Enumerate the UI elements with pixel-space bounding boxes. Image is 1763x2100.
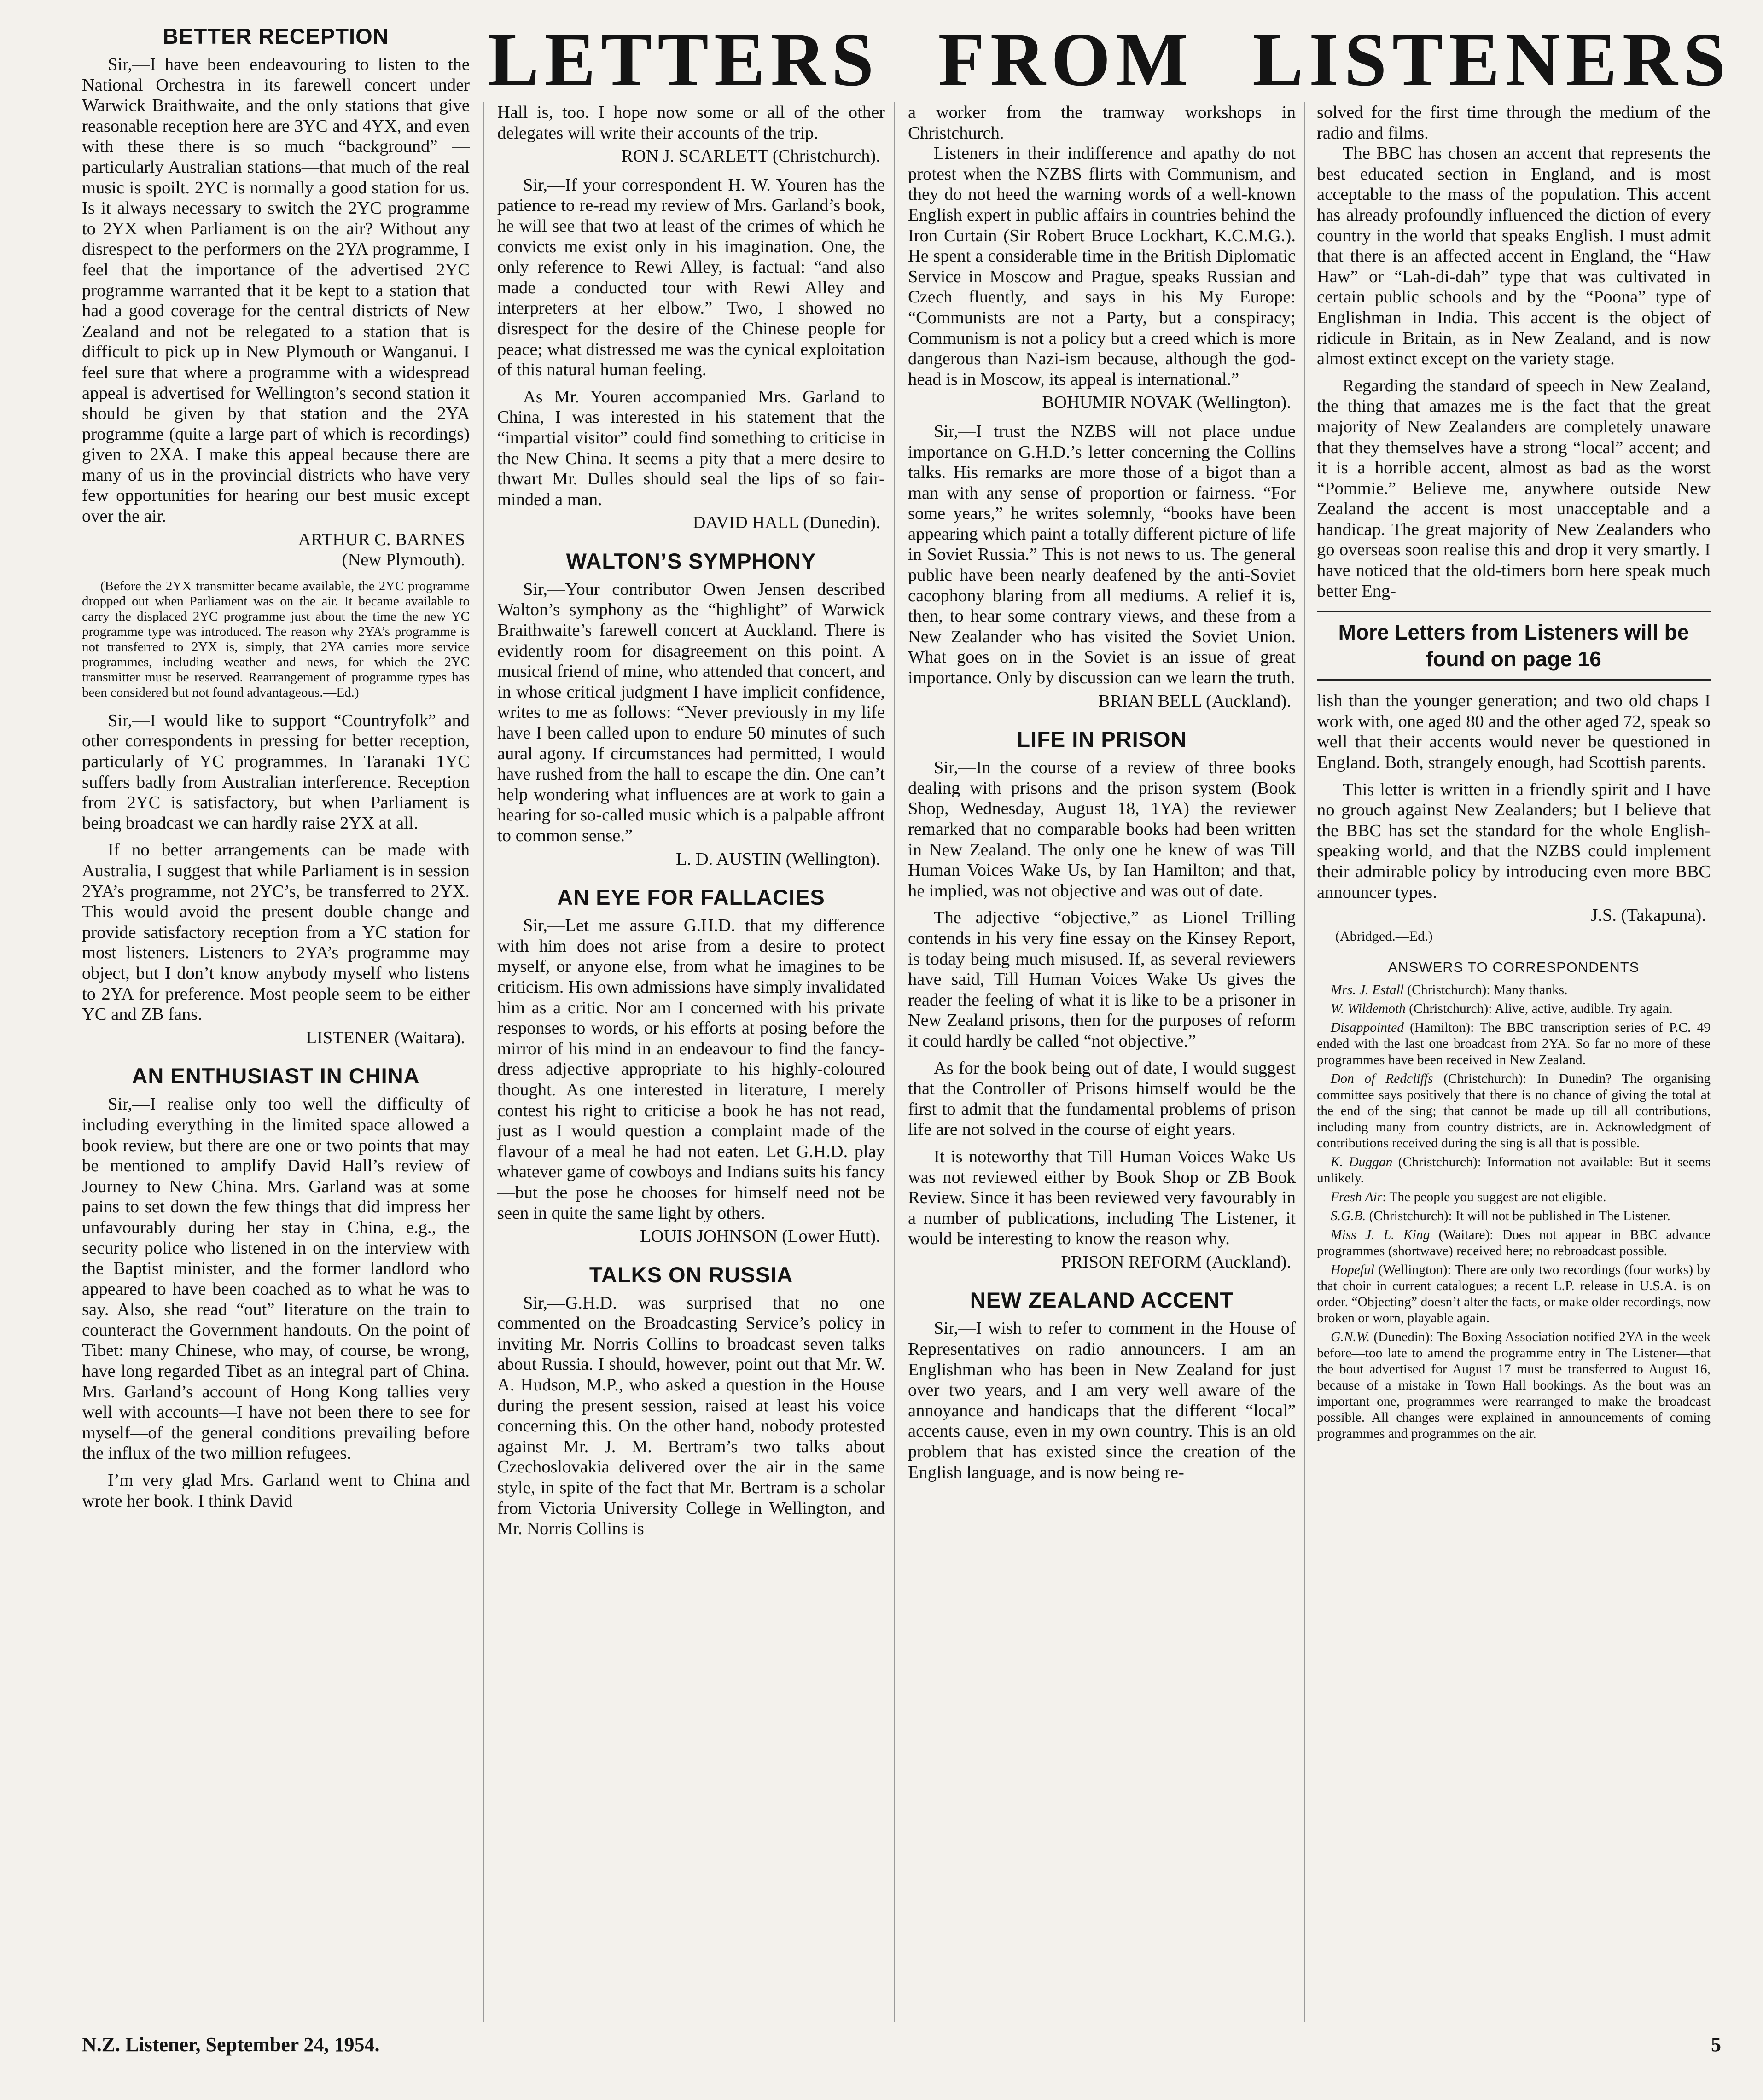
letter-signature: RON J. SCARLETT (Christchurch). <box>621 146 880 166</box>
letter-paragraph: Sir,—Let me assure G.H.D. that my difference with him does not arise from a desire to protect myself, or anyone else, from what he imagines to be criticism. His own admissions have simply invalidated him as a critic. Nor am I concerned with his private responses to words, or his efforts at posing before the mirror of his mind in an endeavour to find the fancy-dress adjective appropriate to his highly-coloured thought. As one interested in literature, I merely contest his right to criticise a book he has not read, just as I would question a complaint made of the flavour of a meal he had not eaten. Let G.H.D. play whatever game of cowboys and Indians suits his fancy—but the pose he chooses for himself need not be seen in quite the same light by others. <box>497 916 885 1223</box>
answer-item <box>1317 982 1711 998</box>
column-rule <box>483 102 484 2022</box>
letter-signature: ARTHUR C. BARNES <box>298 529 465 549</box>
editor-abridged-note: (Abridged.—Ed.) <box>1335 928 1433 944</box>
answer-text: (Christchurch): Information not available: But it seems unlikely. <box>1317 1155 1711 1186</box>
answer-text: (Hamilton): The BBC transcription series of P.C. 49 ended with the last one broadcast from 2YA. So far no more of these programmes have been received in New Zealand. <box>1317 1020 1711 1068</box>
continued-notice-line: More Letters from Listeners will be <box>1338 620 1689 645</box>
answer-text: (Wellington): There are only two recordings (four works) by that choir in current catalogues; a recent L.P. release in U.S.A. is on order. “Objecting” doesn’t alter the facts, or make older recordings, now broken or worn, playable again. <box>1317 1262 1711 1326</box>
answer-text: (Christchurch): Alive, active, audible. Try again. <box>1405 1001 1673 1017</box>
letter-paragraph: Sir,—G.H.D. was surprised that no one commented on the Broadcasting Service’s policy in inviting Mr. Norris Collins to broadcast seven talks about Russia. I should, however, point out that Mr. W. A. Hudson, M.P., who asked a question in the House during the present session, raised at least his voice concerning this. On the other hand, nobody protested against Mr. J. M. Bertram’s two talks about Czechoslovakia delivered over the air in the same style, in spite of the fact that Mr. Bertram is a scholar from Victoria University College in Wellington, and Mr. Norris Collins is <box>497 1293 885 1539</box>
letter-paragraph: Regarding the standard of speech in New Zealand, the thing that amazes me is the fact that the great majority of New Zealanders are completely unaware that they themselves have a strong “local” accent; and it is a horrible accent, almost as bad as the worst “Pommie.” Believe me, anywhere outside New Zealand the accent is most unacceptable and a handicap. The great majority of New Zealanders who go overseas soon realise this and drop it very smartly. I have noticed that the old-timers born here speak much better Eng- <box>1317 376 1711 601</box>
answer-item <box>1317 1329 1711 1442</box>
answer-correspondent: K. Duggan <box>1331 1155 1393 1170</box>
masthead-word: FROM <box>938 17 1194 102</box>
answer-correspondent: Miss J. L. King <box>1331 1227 1430 1243</box>
answer-correspondent: G.N.W. <box>1331 1330 1370 1345</box>
letter-paragraph: Sir,—Your contributor Owen Jensen described Walton’s symphony as the “highlight” of Warwick Braithwaite’s farewell concert at Auckland. There is evidently room for disagreement on this point. A musical friend of mine, who attended that concert, and in whose critical judgment I have implicit confidence, writes to me as follows: “Never previously in my life have I been called upon to endure 50 minutes of such aural agony. If circumstances had permitted, I would have rushed from the hall to escape the din. One can’t help wondering what influences are at work to gain a hearing for so-called music which is a palpable affront to common sense.” <box>497 579 885 845</box>
masthead-word: LISTENERS <box>1252 17 1731 102</box>
letter-signature: BOHUMIR NOVAK (Wellington). <box>1042 393 1291 413</box>
continued-notice-box <box>1317 611 1711 681</box>
editor-note: (Before the 2YX transmitter became available, the 2YC programme dropped out when Parliament was on the air. It became available to carry the displaced 2YC programme just about the time the new YC programme type was introduced. The reason why 2YA’s programme is not transferred to 2YX is, simply, that 2YA carries more service programmes, including weather and news, for which the 2YC transmitter must be reserved. Rearrangement of programme types has been considered but not found advantageous.—Ed.) <box>82 578 470 700</box>
answer-correspondent: S.G.B. <box>1331 1209 1366 1224</box>
answer-text: (Christchurch): Many thanks. <box>1403 983 1568 998</box>
section-heading: LIFE IN PRISON <box>1017 727 1187 752</box>
column-1 <box>82 24 470 1511</box>
answer-item <box>1317 1227 1711 1259</box>
answers-list <box>1317 982 1711 1442</box>
letter-paragraph: It is noteworthy that Till Human Voices Wake Us was not reviewed either by Book Shop or ZB Book Review. Since it has been reviewed very favourably in a number of publications, including The Listener, it would be interesting to know the reason why. <box>908 1146 1296 1249</box>
answer-correspondent: Disappointed <box>1331 1020 1404 1035</box>
answer-correspondent: Fresh Air <box>1331 1190 1383 1205</box>
answer-correspondent: Hopeful <box>1331 1262 1375 1278</box>
letter-signature-place: (New Plymouth). <box>342 550 465 570</box>
answers-heading: ANSWERS TO CORRESPONDENTS <box>1388 959 1640 975</box>
page-masthead <box>488 17 1731 102</box>
letter-signature: DAVID HALL (Dunedin). <box>692 513 880 533</box>
letter-paragraph: Sir,—I wish to refer to comment in the House of Representatives on radio announcers. I am an Englishman who has been in New Zealand for just over two years, and I am very well aware of the annoyance and handicaps that the different “local” accents cause, even in my own country. This is an old problem that has existed since the creation of the English language, and is now being re- <box>908 1319 1296 1482</box>
page-footer <box>82 2033 1721 2056</box>
letter-signature: L. D. AUSTIN (Wellington). <box>676 849 880 869</box>
answer-correspondent: Don of Redcliffs <box>1331 1071 1433 1087</box>
letter-signature: LOUIS JOHNSON (Lower Hutt). <box>640 1227 880 1246</box>
letter-paragraph: As for the book being out of date, I would suggest that the Controller of Prisons himself would be the first to admit that the fundamental problems of prison life are not solved in the course of eight years. <box>908 1058 1296 1140</box>
answer-text: : The people you suggest are not eligible. <box>1382 1190 1606 1205</box>
answer-item <box>1317 1020 1711 1068</box>
letter-paragraph: Listeners in their indifference and apathy do not protest when the NZBS flirts with Communism, and they do not heed the warning words of a well-known English expert in public affairs in countries behind the Iron Curtain (Sir Robert Bruce Lockhart, K.C.M.G.). He spent a considerable time in the British Diplomatic Service in Moscow and Prague, speaks Russian and Czech fluently, and says in his My Europe: “Communists are not a Party, but a conspiracy; Communism is not a policy but a creed which is more dangerous than Nazi-ism because, although the god-head is in Moscow, its appeal is international.” <box>908 144 1296 389</box>
answer-item <box>1317 1189 1711 1205</box>
section-heading: TALKS ON RUSSIA <box>589 1262 793 1287</box>
letter-signature: LISTENER (Waitara). <box>306 1028 465 1047</box>
answer-item <box>1317 1262 1711 1326</box>
section-heading: AN ENTHUSIAST IN CHINA <box>132 1064 420 1088</box>
answer-item <box>1317 1208 1711 1224</box>
letter-paragraph: Sir,—I have been endeavouring to listen to the National Orchestra in its farewell concert under Warwick Braithwaite, and the only stations that give reasonable reception here are 3YC and 4YX, and even with these there is so much “background” — particularly Australian stations—that much of the real music is spoilt. 2YC is normally a good station for us. Is it always necessary to switch the 2YC programme to 2YX when Parliament is on the air? Without any disrespect to the performers on the 2YA programme, I feel that the importance of the advertised 2YC programme warranted that it be kept to a station that had a good coverage for the central districts of New Zealand and not be relegated to a station that is difficult to pick up in New Plymouth or Wanganui. I feel sure that where a programme with a widespread appeal is advertised for Wellington’s second station it should be given by that station and the 2YA programme (quite a large part of which is recordings) given to 2XA. I make this appeal because there are many of us in the provincial districts who have very few opportunities for hearing our best music except over the air. <box>82 55 470 526</box>
letter-paragraph: If no better arrangements can be made with Australia, I suggest that while Parliament is in session 2YA’s programme, not 2YC’s, be transferred to 2YX. This would avoid the present double change and provide satisfactory reception from a YC station for most listeners. Listeners to 2YA’s programme may object, but I don’t know anybody myself who listens to 2YA for preference. Most people seem to be either YC and ZB fans. <box>82 840 470 1024</box>
answer-item <box>1317 1001 1711 1017</box>
footer-publication: N.Z. Listener, September 24, 1954. <box>82 2033 380 2056</box>
letter-paragraph: Sir,—I would like to support “Countryfolk” and other correspondents in pressing for better reception, particularly of YC programmes. In Taranaki 1YC suffers badly from Australian interference. Reception from 2YC is satisfactory, but when Parliament is being broadcast we can hardly raise 2YX at all. <box>82 710 470 833</box>
section-heading: WALTON’S SYMPHONY <box>566 548 816 573</box>
letter-paragraph: Hall is, too. I hope now some or all of the other delegates will write their accounts of the trip. <box>497 103 885 143</box>
letter-signature: J.S. (Takapuna). <box>1591 906 1706 925</box>
page-number: 5 <box>1711 2033 1721 2056</box>
letter-paragraph: The BBC has chosen an accent that represents the best educated section in England, and is most acceptable to the mass of the population. This accent has already profoundly influenced the diction of every country in the world that speaks English. I must admit that there is an affected accent in England, the “Haw Haw” or “Lah-di-dah” type that was cultivated in certain public schools and by the “Poona” type of Englishman in India. This accent is the object of ridicule in Britain, as in New Zealand, and is now almost extinct except on the variety stage. <box>1317 144 1711 369</box>
answer-item <box>1317 1071 1711 1152</box>
letter-paragraph: solved for the first time through the medium of the radio and films. <box>1317 103 1711 143</box>
column-4 <box>1317 102 1711 1445</box>
answer-item <box>1317 1154 1711 1187</box>
letter-paragraph: This letter is written in a friendly spirit and I have no grouch against New Zealanders; but I believe that the BBC has set the standard for the whole English-speaking world, and that the NZBS could implement their admirable policy by introducing even more BBC announcer types. <box>1317 780 1711 902</box>
section-heading: NEW ZEALAND ACCENT <box>970 1288 1234 1313</box>
letter-paragraph: Sir,—In the course of a review of three books dealing with prisons and the prison system (Book Shop, Wednesday, August 18, 1YA) the reviewer remarked that no comparable books had been written in New Zealand. The only one he knew of was Till Human Voices Wake Us, by Ian Hamilton; and that, he implied, was not objective and was out of date. <box>908 758 1296 901</box>
column-rule <box>894 102 895 2022</box>
answer-text: (Christchurch): In Dunedin? The organising committee says positively that there is no chance of giving the total at the end of the sing; that cannot be made up till all contributions, including many from country districts, are in. Acknowledgment of contributions received during the sing is all that is possible. <box>1317 1071 1711 1151</box>
letter-paragraph: Sir,—I realise only too well the difficulty of including everything in the limited space allowed a book review, but there are one or two points that may be mentioned to amplify David Hall’s review of Journey to New China. Mrs. Garland was at some pains to set down the few things that did impress her unfavourably during her stay in China, e.g., the security police who listened in on the interview with the Baptist minister, and the former landlord who appeared to have been coached as to what he was to say. Also, she read “out” literature on the train to counteract the Government handouts. On the point of Tibet: many Chinese, who may, of course, be wrong, have long regarded Tibet as an integral part of China. Mrs. Garland’s account of Hong Kong tallies very well with accounts—I have not been there to see for myself—of the general conditions prevailing before the influx of the two million refugees. <box>82 1094 470 1463</box>
letter-paragraph: lish than the younger generation; and two old chaps I work with, one aged 80 and the other aged 72, speak so well that their accents would never be questioned in England. Both, strangely enough, had Scottish parents. <box>1317 691 1711 773</box>
letter-paragraph: a worker from the tramway workshops in Christchurch. <box>908 103 1296 143</box>
column-rule <box>1304 102 1305 2022</box>
answer-text: (Waitare): Does not appear in BBC advance programmes (shortwave) received here; no rebroadcast possible. <box>1317 1227 1711 1259</box>
letter-paragraph: As Mr. Youren accompanied Mrs. Garland to China, I was interested in his statement that the “impartial visitor” could find something to criticise in the New China. It seems a pity that a mere desire to thwart Mr. Dulles should seal the lips of so fair-minded a man. <box>497 387 885 509</box>
section-heading: BETTER RECEPTION <box>163 24 389 48</box>
letter-signature: PRISON REFORM (Auckland). <box>1061 1252 1291 1272</box>
column-2 <box>497 102 885 1539</box>
letter-paragraph: The adjective “objective,” as Lionel Trilling contends in his very fine essay on the Kinsey Report, is today being much misused. If, as several reviewers have said, Till Human Voices Wake Us gives the reader the feeling of what it is like to be a prisoner in New Zealand prisons, then for the purposes of reform it could hardly be called “not objective.” <box>908 908 1296 1051</box>
section-heading: AN EYE FOR FALLACIES <box>557 885 825 910</box>
continued-notice-line: found on page 16 <box>1426 647 1601 671</box>
masthead-word: LETTERS <box>488 17 879 102</box>
letter-paragraph: I’m very glad Mrs. Garland went to China and wrote her book. I think David <box>82 1471 470 1511</box>
answer-correspondent: W. Wildemoth <box>1331 1001 1406 1017</box>
answer-correspondent: Mrs. J. Estall <box>1331 983 1404 998</box>
letter-paragraph: Sir,—If your correspondent H. W. Youren has the patience to re-read my review of Mrs. Garland’s book, he will see that two at least of the crimes of which he convicts me exist only in his imagination. One, the only reference to Rewi Alley, is factual: “and also made a conducted tour with Rewi Alley and interpreters at her elbow.” Two, I showed no disrespect for the desire of the Chinese people for peace; what distressed me was the cynical exploitation of this natural human feeling. <box>497 175 885 380</box>
column-3 <box>908 102 1296 1483</box>
letter-paragraph: Sir,—I trust the NZBS will not place undue importance on G.H.D.’s letter concerning the Collins talks. His remarks are more those of a bigot than a man with any sense of proportion or fairness. “For some years,” he writes solemnly, “books have been appearing which paint a totally different picture of life in Soviet Russia.” This is not news to us. The general public have been nearly deafened by the anti-Soviet cacophony blaring from all mediums. A relief it is, then, to hear some contrary views, and these from a New Zealander who has visited the Soviet Union. What goes on in the Soviet is an issue of great importance. Only by discussion can we learn the truth. <box>908 421 1296 688</box>
answer-text: (Dunedin): The Boxing Association notified 2YA in the week before—too late to amend the programme entry in The Listener—that the bout advertised for August 17 must be transferred to August 16, because of a mistake in Town Hall bookings. As the bout was an important one, programmes were rearranged to make the broadcast possible. All changes were explained in announcements of coming programmes and programmes on the air. <box>1317 1330 1711 1442</box>
letter-signature: BRIAN BELL (Auckland). <box>1098 691 1291 711</box>
answer-text: (Christchurch): It will not be published in The Listener. <box>1366 1209 1670 1224</box>
